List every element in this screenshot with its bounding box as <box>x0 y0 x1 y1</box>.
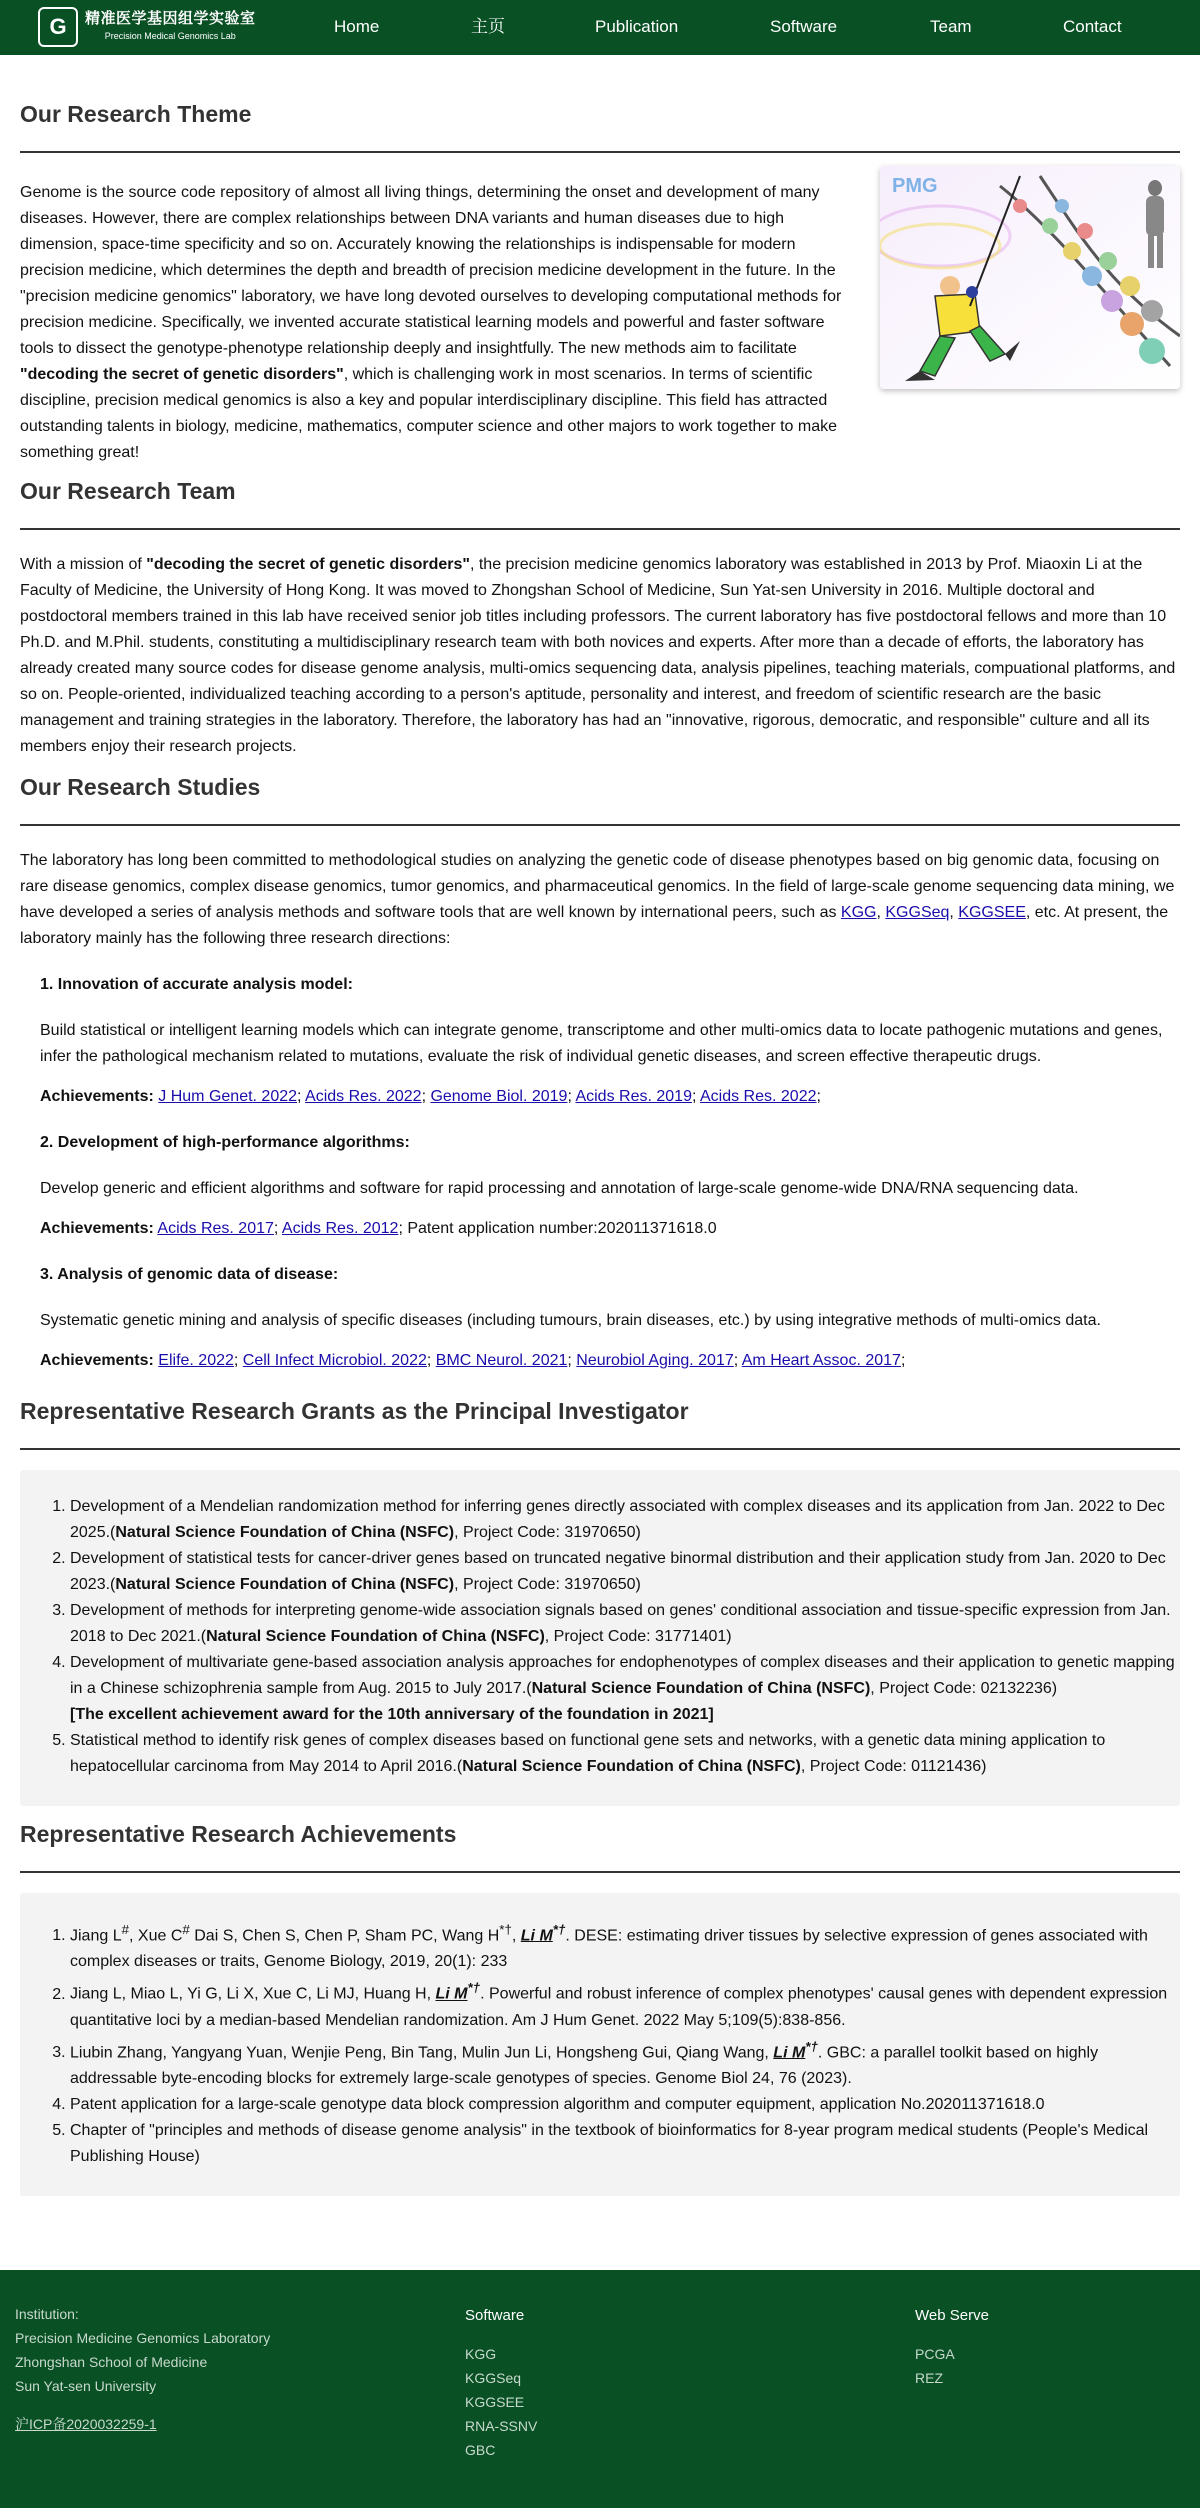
achievement-item: 1. Jiang L#, Xue C# Dai S, Chen S, Chen P, Sham PC, Wang H*†, Li M*†. DESE: estimating driver tissues by selective expression of genes associated with complex diseases or traits, Genome Biology, 2019, 20(1): 233 <box>70 1917 1180 1975</box>
achievements-box <box>20 1893 1180 2196</box>
theme-paragraph: Genome is the source code repository of almost all living things, determining the onset and development of many diseases. However, there are complex relationships between DNA variants and human diseases due to high dimension, space-time specificity and so on. Accurately knowing the relationships is indispensable for modern precision medicine, which determines the depth and breadth of precision medicine development in the future. In the "precision medicine genomics" laboratory, we have long devoted ourselves to developing computational methods for precision medicine. Specifically, we invented accurate statistical learning models and powerful and faster software tools to dissect the genotype-phenotype relationship deeply and insightfully. The new methods aim to facilitate "decoding the secret of genetic disorders", which is challenging work in most scenarios. In terms of scientific discipline, precision medical genomics is also a key and popular interdisciplinary discipline. This field has attracted outstanding talents in biology, medicine, mathematics, computer science and other majors to work together to make something great! <box>20 184 842 461</box>
direction-heading: 1. Innovation of accurate analysis model: <box>40 976 353 993</box>
footer-link-rez[interactable]: REZ <box>915 2370 943 2386</box>
research-theme-illustration <box>880 166 1180 389</box>
section-divider <box>20 824 1180 826</box>
grant-item: 2. Development of statistical tests for cancer-driver genes based on truncated negative binormal distribution and their application study from Jan. 2020 to Dec 2023.(Natural Science Foundation of China (NSFC), Project Code: 31970650) <box>70 1546 1180 1598</box>
institution-line: Zhongshan School of Medicine <box>15 2354 208 2370</box>
pub-link[interactable]: Acids Res. 2012 <box>281 1220 399 1237</box>
pub-link[interactable]: Acids Res. 2017 <box>157 1220 274 1237</box>
grants-title: Representative Research Grants as the Principal Investigator <box>20 1398 689 1424</box>
footer-link-kggseq[interactable]: KGGSeq <box>465 2370 522 2386</box>
direction-3 <box>20 1262 1180 1374</box>
award-note: [The excellent achievement award for the 10th anniversary of the foundation in 2021] <box>70 1706 714 1723</box>
institution-line: Precision Medicine Genomics Laboratory <box>15 2330 271 2346</box>
team-title: Our Research Team <box>20 478 236 504</box>
logo-chinese-name: 精准医学基因组学实验室 <box>85 9 256 27</box>
section-divider <box>20 1448 1180 1450</box>
grant-item: 3. Development of methods for interpreting genome-wide association signals based on genes' conditional association and tissue-specific expression from Jan. 2018 to Dec 2021.(Natural Science Foundation of China (NSFC), Project Code: 31771401) <box>70 1598 1180 1650</box>
achievements-section <box>20 1819 1180 2196</box>
achievements-line: Achievements: Elife. 2022; Cell Infect Microbiol. 2022; BMC Neurol. 2021; Neurobiol Aging. 2017; Am Heart Assoc. 2017; <box>40 1352 906 1369</box>
lab-logo[interactable] <box>38 7 256 47</box>
achievement-item: 4. Patent application for a large-scale genotype data block compression algorithm and computer equipment, application No.202011371618.0 <box>70 2092 1180 2118</box>
pmg-logo-text: PMG <box>892 175 938 197</box>
pub-link[interactable]: Neurobiol Aging. 2017 <box>576 1352 734 1369</box>
nav-publication[interactable]: Publication <box>595 17 679 36</box>
direction-text: Build statistical or intelligent learning models which can integrate genome, transcriptome and other multi-omics data to locate pathogenic mutations and genes, infer the pathological mechanism related to mutations, evaluate the risk of individual genetic diseases, and screen effective therapeutic drugs. <box>40 1022 1163 1065</box>
team-paragraph: With a mission of "decoding the secret of genetic disorders", the precision medicine genomics laboratory was established in 2013 by Prof. Miaoxin Li at the Faculty of Medicine, the University of Hong Kong. It was moved to Zhongshan School of Medicine, Sun Yat-sen University in 2016. Multiple doctoral and postdoctoral members trained in this lab have received senior job titles including professors. The current laboratory has five postdoctoral fellows and more than 10 Ph.D. and M.Phil. students, constituting a multidisciplinary research team with both novices and experts. After more than a decade of efforts, the laboratory has already created many source codes for disease genome analysis, multi-omics sequencing data, analysis pipelines, teaching materials, compuational platforms, and so on. People-oriented, individualized teaching according to a person's aptitude, personality and interest, and freedom of scientific research are the basic management and training strategies in the laboratory. Therefore, the laboratory has had an "innovative, rigorous, democratic, and responsible" culture and all its members enjoy their research projects. <box>20 556 1176 755</box>
studies-title: Our Research Studies <box>20 774 261 800</box>
institution-line: Sun Yat-sen University <box>15 2378 157 2394</box>
theme-title: Our Research Theme <box>20 101 252 127</box>
icp-link[interactable]: 沪ICP备2020032259-1 <box>15 2416 157 2432</box>
pub-link[interactable]: Acids Res. 2019 <box>575 1088 692 1105</box>
institution-label: Institution: <box>15 2306 79 2322</box>
pub-link[interactable]: Am Heart Assoc. 2017 <box>741 1352 901 1369</box>
grant-item: 1. Development of a Mendelian randomization method for inferring genes directly associated with complex diseases and its application from Jan. 2022 to Dec 2025.(Natural Science Foundation of China (NSFC), Project Code: 31970650) <box>70 1494 1180 1546</box>
direction-text: Systematic genetic mining and analysis of specific diseases (including tumours, brain diseases, etc.) by using integrative methods of multi-omics data. <box>40 1312 1101 1329</box>
nav-home-chinese[interactable]: 主页 <box>471 17 505 36</box>
footer-webserve-title: Web Serve <box>915 2307 989 2324</box>
link-kgg[interactable]: KGG <box>840 904 877 921</box>
direction-2 <box>20 1130 1180 1242</box>
pub-link[interactable]: Genome Biol. 2019 <box>430 1088 568 1105</box>
achievement-item: 2. Jiang L, Miao L, Yi G, Li X, Xue C, Li MJ, Huang H, Li M*†. Powerful and robust inference of complex phenotypes' causal genes with dependent expression quantitative loci by a median-based Mendelian randomization. Am J Hum Genet. 2022 May 5;109(5):838-856. <box>70 1975 1180 2033</box>
logo-icon: G <box>38 7 78 47</box>
footer-link-gbc[interactable]: GBC <box>465 2442 496 2458</box>
achievement-item: 5. Chapter of "principles and methods of disease genome analysis" in the textbook of bioinformatics for 8-year program medical students (People's Medical Publishing House) <box>70 2118 1180 2170</box>
direction-heading: 2. Development of high-performance algorithms: <box>40 1134 410 1151</box>
footer-link-kgg[interactable]: KGG <box>465 2346 497 2362</box>
studies-section <box>20 772 1180 1374</box>
nav-team[interactable]: Team <box>930 17 972 36</box>
pub-link[interactable]: Acids Res. 2022 <box>699 1088 817 1105</box>
nav-contact[interactable]: Contact <box>1063 17 1122 36</box>
section-divider <box>20 1871 1180 1873</box>
grants-box <box>20 1470 1180 1806</box>
link-kggsee[interactable]: KGGSEE <box>958 904 1026 921</box>
pub-link[interactable]: Cell Infect Microbiol. 2022 <box>242 1352 427 1369</box>
section-divider <box>20 151 1180 153</box>
nav-software[interactable]: Software <box>770 17 838 36</box>
direction-1 <box>20 972 1180 1110</box>
grant-item: 5. Statistical method to identify risk genes of complex diseases based on functional gene sets and networks, with a genetic data mining application to hepatocellular carcinoma from May 2014 to April 2016.(Natural Science Foundation of China (NSFC), Project Code: 01121436) <box>70 1728 1180 1780</box>
section-divider <box>20 528 1180 530</box>
achievements-title: Representative Research Achievements <box>20 1821 457 1847</box>
nav-home[interactable]: Home <box>334 17 380 36</box>
site-footer <box>0 2270 1200 2508</box>
team-section <box>20 476 1180 760</box>
direction-text: Develop generic and efficient algorithms and software for rapid processing and annotation of large-scale genome-wide DNA/RNA sequencing data. <box>40 1180 1079 1197</box>
theme-section <box>20 99 1180 153</box>
pub-link[interactable]: J Hum Genet. 2022 <box>158 1088 298 1105</box>
footer-software-title: Software <box>465 2307 525 2324</box>
logo-english-name: Precision Medical Genomics Lab <box>104 30 236 41</box>
achievement-item: 3. Liubin Zhang, Yangyang Yuan, Wenjie Peng, Bin Tang, Mulin Jun Li, Hongsheng Gui, Qiang Wang, Li M*†. GBC: a parallel toolkit based on highly addressable byte-encoding blocks for extremely large-scale genotypes of species. Genome Biol 24, 76 (2023). <box>70 2034 1180 2092</box>
footer-software <box>465 2304 537 2462</box>
achievements-list <box>20 1917 1180 2170</box>
grant-item: 4. Development of multivariate gene-based association analysis approaches for endophenotypes of complex diseases and their application to genetic mapping in a Chinese schizophrenia sample from Aug. 2015 to July 2017.(Natural Science Foundation of China (NSFC), Project Code: 02132236) [The excellent achievement award for the 10th anniversary of the foundation in 2021] <box>70 1650 1180 1728</box>
pub-link[interactable]: BMC Neurol. 2021 <box>435 1352 568 1369</box>
grants-section <box>20 1396 1180 1806</box>
footer-webserve <box>915 2304 989 2390</box>
footer-link-rna-ssnv[interactable]: RNA-SSNV <box>465 2418 538 2434</box>
achievements-line: Achievements: J Hum Genet. 2022; Acids Res. 2022; Genome Biol. 2019; Acids Res. 2019; Acids Res. 2022; <box>40 1088 821 1105</box>
studies-intro: The laboratory has long been committed to methodological studies on analyzing the genetic code of disease phenotypes based on big genomic data, focusing on rare disease genomics, complex disease genomics, tumor genomics, and pharmaceutical genomics. In the field of large-scale genome sequencing data mining, we have developed a series of analysis methods and software tools that are well known by international peers, such as KGG, KGGSeq, KGGSEE, etc. At present, the laboratory mainly has the following three research directions: <box>20 852 1175 947</box>
link-kggseq[interactable]: KGGSeq <box>885 904 950 921</box>
footer-institution <box>15 2302 270 2436</box>
grants-list <box>20 1494 1180 1780</box>
footer-link-kggsee[interactable]: KGGSEE <box>465 2394 525 2410</box>
pub-link[interactable]: Elife. 2022 <box>158 1352 234 1369</box>
pub-link[interactable]: Acids Res. 2022 <box>305 1088 422 1105</box>
achievements-line: Achievements: Acids Res. 2017; Acids Res. 2012; Patent application number:202011371618.0 <box>40 1220 717 1237</box>
footer-link-pcga[interactable]: PCGA <box>915 2346 955 2362</box>
direction-heading: 3. Analysis of genomic data of disease: <box>40 1266 339 1283</box>
top-navbar <box>0 0 1200 55</box>
